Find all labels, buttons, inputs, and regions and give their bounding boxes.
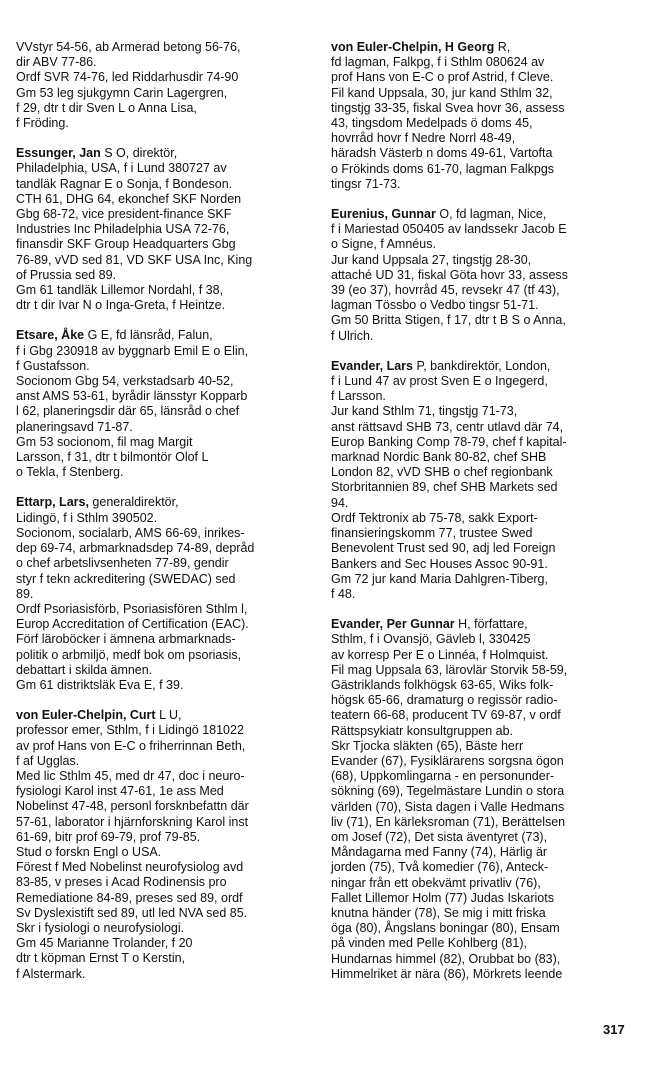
entry-line	[331, 693, 631, 708]
entry-line	[331, 465, 631, 480]
entry-text: tandläk Ragnar E o Sonja, f Bondeson.	[16, 176, 233, 191]
entry-line	[16, 161, 316, 176]
entry-text: världen (70), Sista dagen i Valle Hedmans	[331, 799, 565, 814]
entry-text: f Gustafsson.	[16, 358, 90, 373]
entry-line	[16, 40, 316, 55]
entry-line	[331, 222, 631, 237]
entry-line	[16, 663, 316, 678]
entry-line	[331, 967, 631, 982]
entry-text: Gm 61 tandläk Lillemor Nordahl, f 38,	[16, 283, 224, 298]
entry-line	[331, 359, 631, 374]
entry-line	[331, 404, 631, 419]
entry-text: hovrråd hovr f Nedre Norrl 48-49,	[331, 131, 516, 146]
entry-text: Fil mag Uppsala 63, lärovlär Storvik 58-59,	[331, 662, 568, 677]
entry-line	[16, 237, 316, 252]
entry-text: styr f tekn ackreditering (SWEDAC) sed	[16, 571, 236, 586]
entry-text: f 29, dtr t dir Sven L o Anna Lisa,	[16, 100, 197, 115]
entry-line	[16, 617, 316, 632]
entry-text: f i Mariestad 050405 av landssekr Jacob E	[331, 222, 567, 237]
entry-text: Ordf Psoriasisförb, Psoriasisfören Sthlm l,	[16, 601, 248, 616]
entry-text: f Alstermark.	[16, 966, 86, 981]
entry-line	[16, 784, 316, 799]
entry-text: Skr Tjocka släkten (65), Bäste herr	[331, 738, 524, 753]
entry-line	[16, 420, 316, 435]
entry-text: Bankers and Sec Houses Assoc 90-91.	[331, 556, 548, 571]
entry-line	[16, 921, 316, 936]
entry-text: Himmelriket är nära (86), Mörkrets leende	[331, 966, 563, 981]
entry-line	[331, 86, 631, 101]
entry-text: Gm 53 leg sjukgymn Carin Lagergren,	[16, 85, 228, 100]
entry-line	[16, 845, 316, 860]
entry-text: attaché UD 31, fiskal Göta hovr 33, assess	[331, 267, 568, 282]
entry-text: P, bankdirektör, London,	[413, 358, 551, 373]
entry-line	[331, 557, 631, 572]
entry-line	[16, 101, 316, 116]
entry-text: f i Lund 47 av prost Sven E o Ingegerd,	[331, 374, 548, 389]
entry-text: professor emer, Sthlm, f i Lidingö 181022	[16, 723, 244, 738]
entry-text: Stud o forskn Engl o USA.	[16, 844, 162, 859]
entry-text: Evander (67), Fysiklärarens sorgsna ögon	[331, 753, 564, 768]
entry-text: l 62, planeringsdir där 65, länsråd o chef	[16, 404, 240, 419]
entry-line	[331, 800, 631, 815]
entry-line	[16, 435, 316, 450]
entry-text: Industries Inc Philadelphia USA 72-76,	[16, 222, 230, 237]
entry-line	[331, 253, 631, 268]
entry-text: knutna händer (78), Se mig i mitt friska	[331, 905, 546, 920]
entry-line	[16, 374, 316, 389]
entry-line	[331, 450, 631, 465]
entry-text: Gm 61 distriktsläk Eva E, f 39.	[16, 677, 184, 692]
entry-text: debattart i skilda ämnen.	[16, 662, 153, 677]
entry-text: av korresp Per E o Linnéa, f Holmquist.	[331, 647, 549, 662]
entry-text: dir ABV 77-86.	[16, 55, 97, 70]
biography-entry	[16, 40, 316, 131]
entry-line	[331, 237, 631, 252]
biography-entry	[331, 207, 631, 344]
entry-line	[331, 177, 631, 192]
entry-line	[331, 891, 631, 906]
entry-text: f Ulrich.	[331, 328, 374, 343]
entry-text: 57-61, laborator i hjärnforskning Karol inst	[16, 814, 249, 829]
entry-text: f 48.	[331, 586, 356, 601]
entry-line	[16, 815, 316, 830]
entry-text: 94.	[331, 495, 349, 510]
entry-line	[16, 541, 316, 556]
person-name: Ettarp, Lars,	[16, 495, 89, 510]
entry-line	[331, 329, 631, 344]
entry-line	[331, 876, 631, 891]
entry-text: f Fröding.	[16, 116, 69, 131]
entry-text: fysiologi Karol inst 47-61, 1e ass Med	[16, 784, 224, 799]
entry-text: Benevolent Trust sed 90, adj led Foreign	[331, 541, 556, 556]
entry-line	[16, 253, 316, 268]
entry-line	[16, 511, 316, 526]
entry-text: Hundarnas himmel (82), Orubbat bo (83),	[331, 951, 561, 966]
entry-line	[331, 420, 631, 435]
entry-line	[331, 906, 631, 921]
entry-line	[16, 891, 316, 906]
entry-text: anst rättsavd SHB 73, centr utlavd där 74,	[331, 419, 564, 434]
entry-line	[331, 40, 631, 55]
entry-line	[16, 739, 316, 754]
entry-text: Rättspsykiatr konsultgruppen ab.	[331, 723, 514, 738]
entry-line	[331, 921, 631, 936]
entry-line	[331, 313, 631, 328]
entry-text: Gm 50 Britta Stigen, f 17, dtr t B S o Anna,	[331, 313, 566, 328]
entry-text: f i Gbg 230918 av byggnarb Emil E o Elin,	[16, 343, 249, 358]
entry-text: prof Hans von E-C o prof Astrid, f Cleve.	[331, 70, 554, 85]
entry-text: Jur kand Sthlm 71, tingstjg 71-73,	[331, 404, 518, 419]
entry-line	[331, 784, 631, 799]
entry-line	[16, 632, 316, 647]
biography-entry	[331, 40, 631, 192]
entry-text: VVstyr 54-56, ab Armerad betong 56-76,	[16, 40, 241, 54]
entry-line	[331, 131, 631, 146]
entry-text: 61-69, bitr prof 69-79, prof 79-85.	[16, 829, 201, 844]
entry-text: f Larsson.	[331, 389, 386, 404]
entry-text: Ordf SVR 74-76, led Riddarhusdir 74-90	[16, 70, 239, 85]
entry-line	[331, 678, 631, 693]
entry-text: finansdir SKF Group Headquarters Gbg	[16, 237, 236, 252]
entry-text: o chef arbetslivsenheten 77-89, gendir	[16, 556, 229, 571]
entry-line	[16, 906, 316, 921]
entry-line	[16, 86, 316, 101]
entry-line	[331, 298, 631, 313]
entry-text: Socionom Gbg 54, verkstadsarb 40-52,	[16, 374, 234, 389]
entry-text: Socionom, socialarb, AMS 66-69, inrikes-	[16, 525, 245, 540]
entry-text: om Josef (72), Det sista äventyret (73),	[331, 829, 548, 844]
entry-line	[16, 830, 316, 845]
page-number: 317	[603, 1022, 625, 1037]
entry-text: Fallet Lillemor Holm (77) Judas Iskariots	[331, 890, 554, 905]
entry-line	[16, 951, 316, 966]
entry-text: fd lagman, Falkpg, f i Sthlm 080624 av	[331, 55, 545, 70]
entry-line	[16, 116, 316, 131]
entry-line	[331, 815, 631, 830]
entry-text: London 82, vVD SHB o chef regionbank	[331, 465, 553, 480]
entry-text: 43, tingsdom Medelpads ö doms 45,	[331, 116, 533, 131]
person-name: von Euler-Chelpin, H Georg	[331, 40, 495, 54]
entry-text: Gm 53 socionom, fil mag Margit	[16, 434, 193, 449]
entry-text: Förf läroböcker i ämnena arbmarknads-	[16, 632, 236, 647]
person-name: Essunger, Jan	[16, 146, 101, 161]
entry-text: Larsson, f 31, dtr t bilmontör Olof L	[16, 450, 209, 465]
entry-line	[16, 860, 316, 875]
entry-text: 83-85, v preses i Acad Rodinensis pro	[16, 875, 227, 890]
entry-text: R,	[494, 40, 511, 54]
entry-text: på vinden med Pelle Kohlberg (81),	[331, 936, 527, 951]
entry-line	[331, 207, 631, 222]
biography-entry	[16, 146, 316, 313]
entry-line	[331, 496, 631, 511]
entry-text: L U,	[155, 708, 182, 723]
person-name: Evander, Lars	[331, 358, 413, 373]
entry-text: 76-89, vVD sed 81, VD SKF USA Inc, King	[16, 252, 253, 267]
entry-line	[331, 526, 631, 541]
biography-entry	[331, 359, 631, 602]
entry-text: planeringsavd 71-87.	[16, 419, 133, 434]
entry-text: H, författare,	[454, 617, 528, 632]
entry-line	[331, 830, 631, 845]
entry-text: Gm 45 Marianne Trolander, f 20	[16, 936, 193, 951]
entry-text: o Signe, f Amnéus.	[331, 237, 436, 252]
entry-line	[16, 754, 316, 769]
entry-line	[16, 799, 316, 814]
entry-line	[331, 389, 631, 404]
entry-text: generaldirektör,	[88, 495, 179, 510]
entry-line	[331, 511, 631, 526]
biography-entry	[331, 617, 631, 982]
entry-line	[331, 572, 631, 587]
entry-line	[331, 101, 631, 116]
entry-text: S O, direktör,	[100, 146, 178, 161]
entry-line	[16, 602, 316, 617]
entry-line	[331, 587, 631, 602]
entry-text: sökning (69), Tegelmästare Lundin o stora	[331, 784, 565, 799]
entry-line	[16, 495, 316, 510]
entry-text: of Prussia sed 89.	[16, 267, 117, 282]
entry-line	[16, 177, 316, 192]
entry-text: dtr t dir Ivar N o Inga-Greta, f Heintze.	[16, 298, 226, 313]
entry-line	[331, 146, 631, 161]
entry-text: 89.	[16, 586, 34, 601]
entry-line	[331, 952, 631, 967]
entry-text: politik o arbmiljö, medf bok om psoriasis,	[16, 647, 242, 662]
entry-line	[331, 283, 631, 298]
entry-text: Med lic Sthlm 45, med dr 47, doc i neuro-	[16, 768, 245, 783]
entry-text: Sthlm, f i Ovansjö, Gävleb l, 330425	[331, 632, 531, 647]
entry-line	[16, 587, 316, 602]
entry-line	[16, 359, 316, 374]
entry-line	[16, 404, 316, 419]
entry-line	[16, 344, 316, 359]
entry-text: häradsh Västerb n doms 49-61, Vartofta	[331, 146, 553, 161]
entry-text: G E, fd länsråd, Falun,	[84, 328, 213, 343]
entry-line	[16, 769, 316, 784]
entry-text: lagman Tössbo o Vedbo tingsr 51-71.	[331, 298, 539, 313]
entry-text: tingstjg 33-35, fiskal Svea hovr 36, assess	[331, 100, 565, 115]
entry-text: Sv Dyslexistift sed 89, utl led NVA sed 85.	[16, 905, 248, 920]
entry-line	[16, 192, 316, 207]
entry-line	[16, 298, 316, 313]
entry-line	[331, 55, 631, 70]
entry-line	[331, 541, 631, 556]
entry-line	[16, 678, 316, 693]
entry-text: högsk 65-66, dramaturg o regissör radio-	[331, 693, 558, 708]
entry-text: liv (71), En kärleksroman (71), Berättelsen	[331, 814, 566, 829]
entry-text: av prof Hans von E-C o friherrinnan Beth,	[16, 738, 246, 753]
entry-line	[331, 374, 631, 389]
entry-text: CTH 61, DHG 64, ekonchef SKF Norden	[16, 191, 242, 206]
entry-text: Storbritannien 89, chef SHB Markets sed	[331, 480, 558, 495]
entry-text: Jur kand Uppsala 27, tingstjg 28-30,	[331, 252, 532, 267]
entry-text: Ordf Tektronix ab 75-78, sakk Export-	[331, 510, 538, 525]
entry-text: Måndagarna med Fanny (74), Härlig är	[331, 845, 548, 860]
entry-text: o Tekla, f Stenberg.	[16, 465, 124, 480]
entry-line	[16, 967, 316, 982]
entry-line	[16, 268, 316, 283]
entry-line	[331, 162, 631, 177]
entry-line	[331, 70, 631, 85]
entry-line	[331, 860, 631, 875]
entry-line	[16, 328, 316, 343]
entry-text: dtr t köpman Ernst T o Kerstin,	[16, 951, 186, 966]
entry-line	[16, 708, 316, 723]
entry-text: dep 69-74, arbmarknadsdep 74-89, depråd	[16, 541, 255, 556]
entry-text: Europ Banking Comp 78-79, chef f kapital-	[331, 434, 567, 449]
entry-line	[16, 222, 316, 237]
entry-line	[331, 754, 631, 769]
entry-text: O, fd lagman, Nice,	[435, 207, 547, 222]
entry-line	[331, 724, 631, 739]
entry-text: Gm 72 jur kand Maria Dahlgren-Tiberg,	[331, 571, 548, 586]
entry-line	[16, 875, 316, 890]
person-name: Etsare, Åke	[16, 328, 85, 343]
entry-line	[331, 739, 631, 754]
entry-line	[331, 648, 631, 663]
entry-text: anst AMS 53-61, byrådir länsstyr Kopparb	[16, 389, 248, 404]
entry-text: Remediatione 84-89, preses sed 89, ordf	[16, 890, 243, 905]
entry-line	[331, 769, 631, 784]
biography-entry	[16, 328, 316, 480]
entry-text: tingsr 71-73.	[331, 176, 401, 191]
entry-line	[16, 450, 316, 465]
entry-line	[331, 268, 631, 283]
entry-text: ningar från ett obekvämt privatliv (76),	[331, 875, 541, 890]
entry-line	[16, 526, 316, 541]
entry-line	[16, 572, 316, 587]
entry-text: 39 (eo 37), hovrråd 45, revsekr 47 (tf 43),	[331, 283, 560, 298]
entry-text: jorden (75), Två komedier (76), Anteck-	[331, 860, 549, 875]
entry-line	[16, 723, 316, 738]
entry-text: marknad Nordic Bank 80-82, chef SHB	[331, 450, 547, 465]
entry-line	[16, 389, 316, 404]
entry-line	[16, 146, 316, 161]
entry-line	[16, 936, 316, 951]
entry-line	[16, 465, 316, 480]
entry-text: Fil kand Uppsala, 30, jur kand Sthlm 32,	[331, 85, 553, 100]
entry-line	[16, 207, 316, 222]
entry-text: Philadelphia, USA, f i Lund 380727 av	[16, 161, 227, 176]
entry-line	[16, 648, 316, 663]
entry-text: o Frökinds doms 61-70, lagman Falkpgs	[331, 161, 555, 176]
entry-line	[331, 617, 631, 632]
entry-text: (68), Uppkomlingarna - en personunder-	[331, 769, 555, 784]
entry-line	[331, 708, 631, 723]
person-name: Eurenius, Gunnar	[331, 207, 436, 222]
entry-text: Nobelinst 47-48, personl forsknbefattn där	[16, 799, 249, 814]
entry-line	[331, 116, 631, 131]
entry-line	[16, 556, 316, 571]
entry-line	[331, 936, 631, 951]
biography-entry	[16, 708, 316, 982]
entry-text: Gbg 68-72, vice president-finance SKF	[16, 207, 232, 222]
entry-text: Förest f Med Nobelinst neurofysiolog avd	[16, 860, 244, 875]
entry-line	[16, 55, 316, 70]
entry-text: Lidingö, f i Sthlm 390502.	[16, 510, 158, 525]
entry-text: Skr i fysiologi o neurofysiologi.	[16, 920, 185, 935]
right-column	[331, 40, 631, 997]
left-column	[16, 40, 316, 997]
entry-line	[331, 845, 631, 860]
entry-line	[16, 70, 316, 85]
entry-line	[331, 480, 631, 495]
entry-text: f af Ugglas.	[16, 753, 80, 768]
entry-line	[331, 663, 631, 678]
biography-entry	[16, 495, 316, 693]
person-name: von Euler-Chelpin, Curt	[16, 708, 156, 723]
entry-text: finansieringskomm 77, trustee Swed	[331, 526, 533, 541]
entry-text: teatern 66-68, producent TV 69-87, v ordf	[331, 708, 561, 723]
entry-line	[331, 435, 631, 450]
person-name: Evander, Per Gunnar	[331, 617, 455, 632]
entry-line	[331, 632, 631, 647]
entry-line	[16, 283, 316, 298]
entry-text: Europ Accreditation of Certification (EAC).	[16, 617, 249, 632]
entry-text: öga (80), Ångslans boningar (80), Ensam	[331, 921, 560, 936]
entry-text: Gästriklands folkhögsk 63-65, Wiks folk-	[331, 677, 554, 692]
